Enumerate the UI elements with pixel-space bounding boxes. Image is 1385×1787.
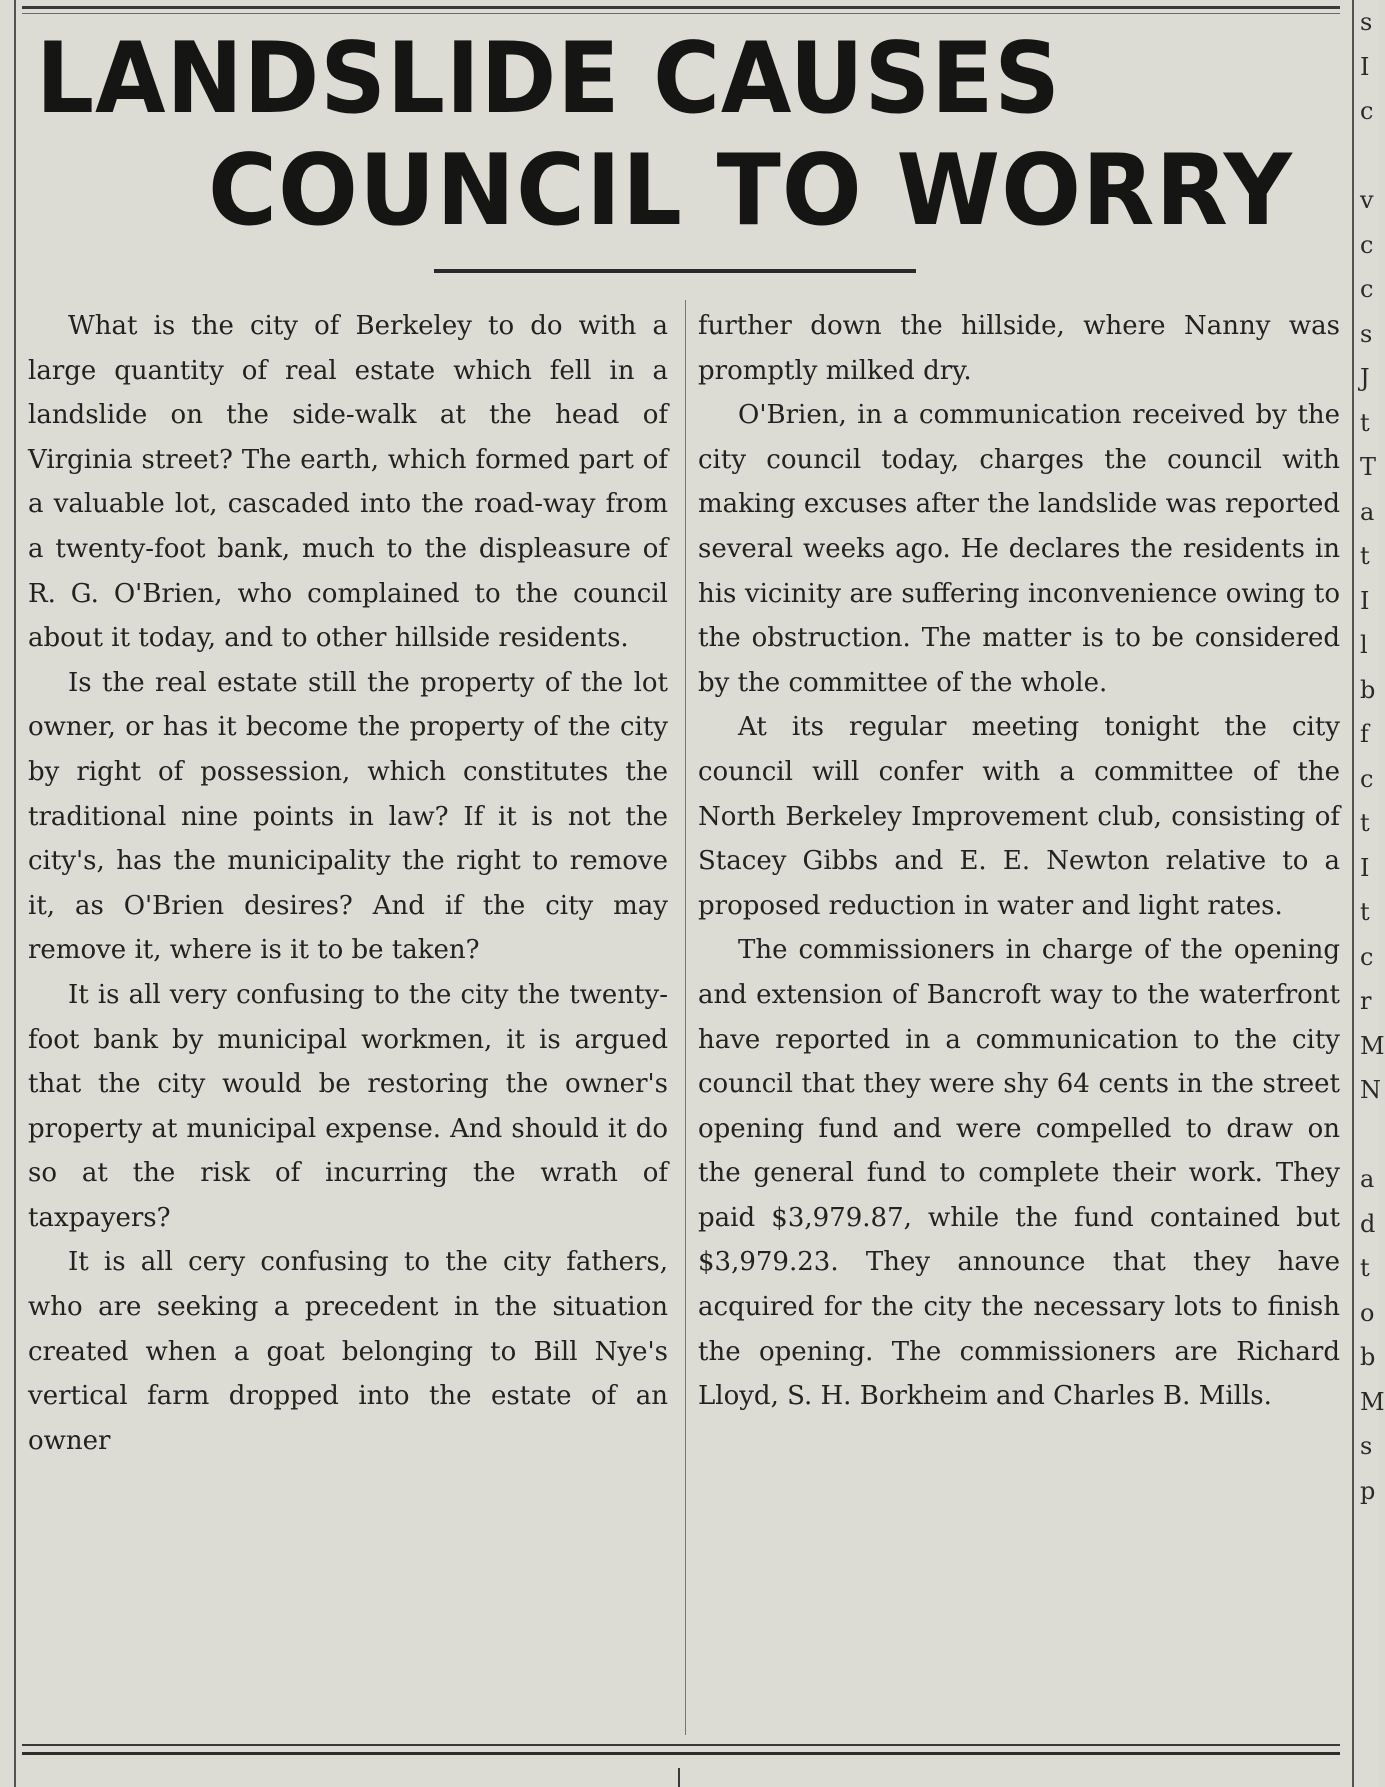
fragment-letter: I xyxy=(1360,52,1370,81)
fragment-letter: l xyxy=(1360,631,1368,659)
left-column-border xyxy=(14,0,16,1787)
article-column-left xyxy=(28,304,668,1463)
fragment-letter: a xyxy=(1360,497,1375,526)
paragraph: It is all cery confusing to the city fathers, who are seeking a precedent in the situation created when a goat belonging to Bill Nye's vertical farm dropped into the estate of an owner xyxy=(28,1247,668,1456)
fragment-letter: f xyxy=(1360,720,1369,748)
headline-line-2: COUNCIL TO WORRY xyxy=(208,134,1293,248)
fragment-letter: M xyxy=(1360,1387,1385,1416)
fragment-letter: t xyxy=(1360,542,1370,570)
bottom-column-tick xyxy=(678,1768,680,1787)
column-divider xyxy=(685,300,686,1735)
fragment-letter: c xyxy=(1360,230,1374,259)
fragment-letter: c xyxy=(1360,942,1374,971)
fragment-letter: c xyxy=(1360,764,1374,793)
fragment-letter xyxy=(1360,134,1379,179)
headline-line-1: LANDSLIDE CAUSES xyxy=(36,22,1061,136)
top-rule xyxy=(22,6,1340,9)
fragment-letter: s xyxy=(1360,1432,1373,1460)
adjacent-column-fragment xyxy=(1360,0,1385,1787)
paragraph-continued: further down the hillside, where Nanny was promptly milked dry. xyxy=(698,311,1340,386)
fragment-letter xyxy=(1360,1113,1379,1158)
fragment-letter: s xyxy=(1360,8,1373,36)
top-rule-thin xyxy=(22,13,1340,14)
fragment-letter: I xyxy=(1360,586,1370,615)
bottom-rule-thick xyxy=(22,1752,1340,1755)
article-column-right xyxy=(698,304,1340,1419)
paragraph: At its regular meeting tonight the city council will confer with a committee of the North Berkeley Improvement club, consisting of Stacey Gibbs and E. E. Newton relative to a proposed reduction in water and light rates. xyxy=(698,712,1340,921)
paragraph: O'Brien, in a communication received by the city council today, charges the council with making excuses after the landslide was reported several weeks ago. He declares the residents in his vicinity are suffering inconvenience owing to the obstruction. The matter is to be considered by the committee of the whole. xyxy=(698,400,1340,698)
paragraph: Is the real estate still the property of the lot owner, or has it become the property of the city by right of possession, which constitutes the traditional nine points in law? If it is not the city's, has the municipality the right to remove it, as O'Brien desires? And if the city may remove it, where is it to be taken? xyxy=(28,667,668,966)
paragraph: What is the city of Berkeley to do with a large quantity of real estate which fell in a landslide on the side-walk at the head of Virginia street? The earth, which formed part of a valuable lot, cascaded into the road-way from a twenty-foot bank, much to the displeasure of R. G. O'Brien, who complained to the council about it today, and to other hillside residents. xyxy=(28,311,668,654)
fragment-letter: a xyxy=(1360,1165,1375,1193)
fragment-letter: o xyxy=(1360,1298,1375,1327)
headline-rule xyxy=(434,269,916,273)
fragment-letter: c xyxy=(1360,275,1374,303)
right-column-border xyxy=(1352,0,1354,1787)
fragment-letter: s xyxy=(1360,319,1373,348)
fragment-letter: p xyxy=(1360,1476,1376,1505)
fragment-letter: c xyxy=(1360,97,1374,125)
fragment-letter: I xyxy=(1360,853,1370,882)
fragment-letter: r xyxy=(1360,987,1372,1015)
fragment-letter: J xyxy=(1360,364,1370,392)
fragment-letter: t xyxy=(1360,809,1370,837)
fragment-letter: v xyxy=(1360,186,1374,214)
fragment-letter: t xyxy=(1360,898,1370,926)
fragment-letter: t xyxy=(1360,408,1370,437)
fragment-letter: t xyxy=(1360,1254,1370,1282)
fragment-letter: b xyxy=(1360,1343,1376,1371)
fragment-letter: d xyxy=(1360,1209,1376,1238)
paragraph: The commissioners in charge of the opening and extension of Bancroft way to the waterfront have reported in a communication to the city council that they were shy 64 cents in the street opening fund and were compelled to draw on the general fund to complete their work. They paid $3,979.87, while the fund contained but $3,979.23. They announce that they have acquired for the city the necessary lots to finish the opening. The commissioners are Richard Lloyd, S. H. Borkheim and Charles B. Mills. xyxy=(698,935,1340,1412)
fragment-letter: T xyxy=(1360,453,1377,481)
fragment-letter: M xyxy=(1360,1031,1385,1060)
fragment-letter: N xyxy=(1360,1076,1381,1104)
fragment-letter: b xyxy=(1360,675,1376,704)
paragraph: It is all very confusing to the city the twenty-foot bank by municipal workmen, it is argued that the city would be restoring the owner's property at municipal expense. And should it do so at the risk of incurring the wrath of taxpayers? xyxy=(28,979,668,1233)
bottom-rule xyxy=(22,1744,1340,1746)
